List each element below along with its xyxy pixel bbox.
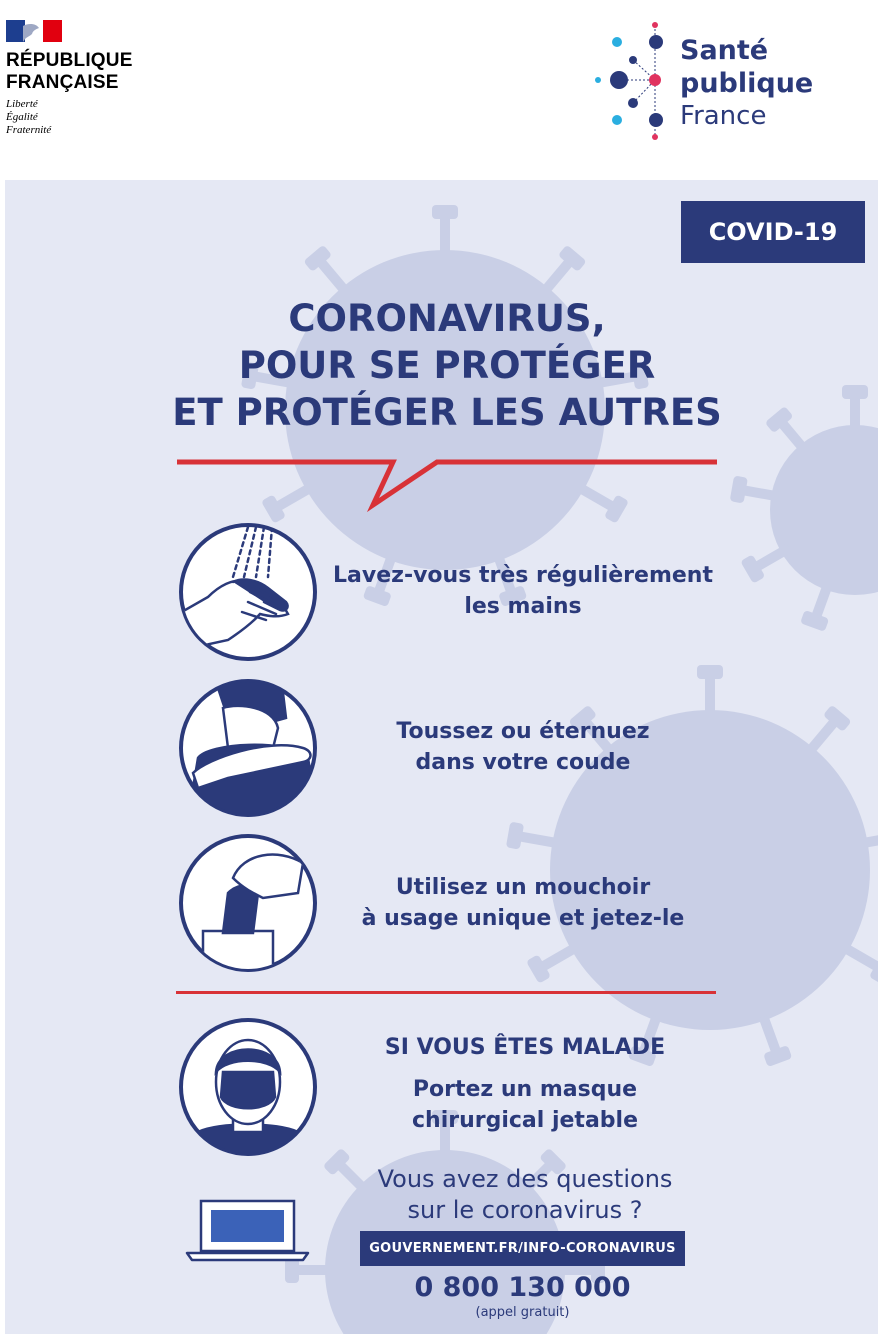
gesture-2-line2: dans votre coude [415,750,631,775]
motto-egalite: Égalité [6,111,38,123]
title-line1: CORONAVIRUS, [288,297,606,340]
face-mask-icon [178,1017,318,1157]
speech-bubble-line-icon [175,455,725,515]
phone-number: 0 800 130 000 [414,1272,631,1303]
poster-panel [5,180,878,1334]
gesture-1-line1: Lavez-vous très régulièrement [333,563,713,588]
red-divider [176,991,716,994]
poster-title [5,295,878,436]
gesture-1-line2: les mains [464,594,582,619]
elbow-cough-icon [178,678,318,818]
sp-publique: publique [680,68,814,99]
gesture-2-caption [313,716,733,778]
gesture-2-line1: Toussez ou éternuez [396,719,650,744]
questions-text [305,1164,745,1226]
motto-liberte: Liberté [6,98,38,110]
sp-france: France [680,101,767,131]
sick-caption [315,1074,735,1136]
rf-line1: RÉPUBLIQUE [6,50,133,71]
gesture-3-caption [313,872,733,934]
sick-line2: chirurgical jetable [411,1108,638,1133]
sp-sante: Santé [680,35,769,66]
sante-publique-dots-icon [595,20,675,145]
title-line3: ET PROTÉGER LES AUTRES [172,391,722,434]
question-line1: Vous avez des questions [377,1165,673,1193]
title-line2: POUR SE PROTÉGER [238,344,656,387]
gesture-3-line2: à usage unique et jetez-le [361,906,685,931]
sick-line1: Portez un masque [412,1077,638,1102]
tissue-box-icon [178,833,318,973]
sante-publique-france-logo [595,20,855,145]
header [0,0,878,180]
sick-heading: SI VOUS ÊTES MALADE [384,1035,666,1060]
covid-badge: COVID-19 [681,201,865,263]
laptop-icon [185,1198,310,1263]
rf-line2: FRANÇAISE [6,72,119,93]
gesture-1-caption [313,560,733,622]
info-url-link[interactable]: GOUVERNEMENT.FR/INFO-CORONAVIRUS [360,1231,685,1266]
marianne-flag-icon [6,20,62,42]
gesture-3-line1: Utilisez un mouchoir [395,875,651,900]
hand-washing-icon [178,522,318,662]
phone-note: (appel gratuit) [475,1305,570,1320]
motto-fraternite: Fraternité [6,124,52,136]
republique-francaise-logo [6,20,133,137]
question-line2: sur le coronavirus ? [407,1196,643,1224]
